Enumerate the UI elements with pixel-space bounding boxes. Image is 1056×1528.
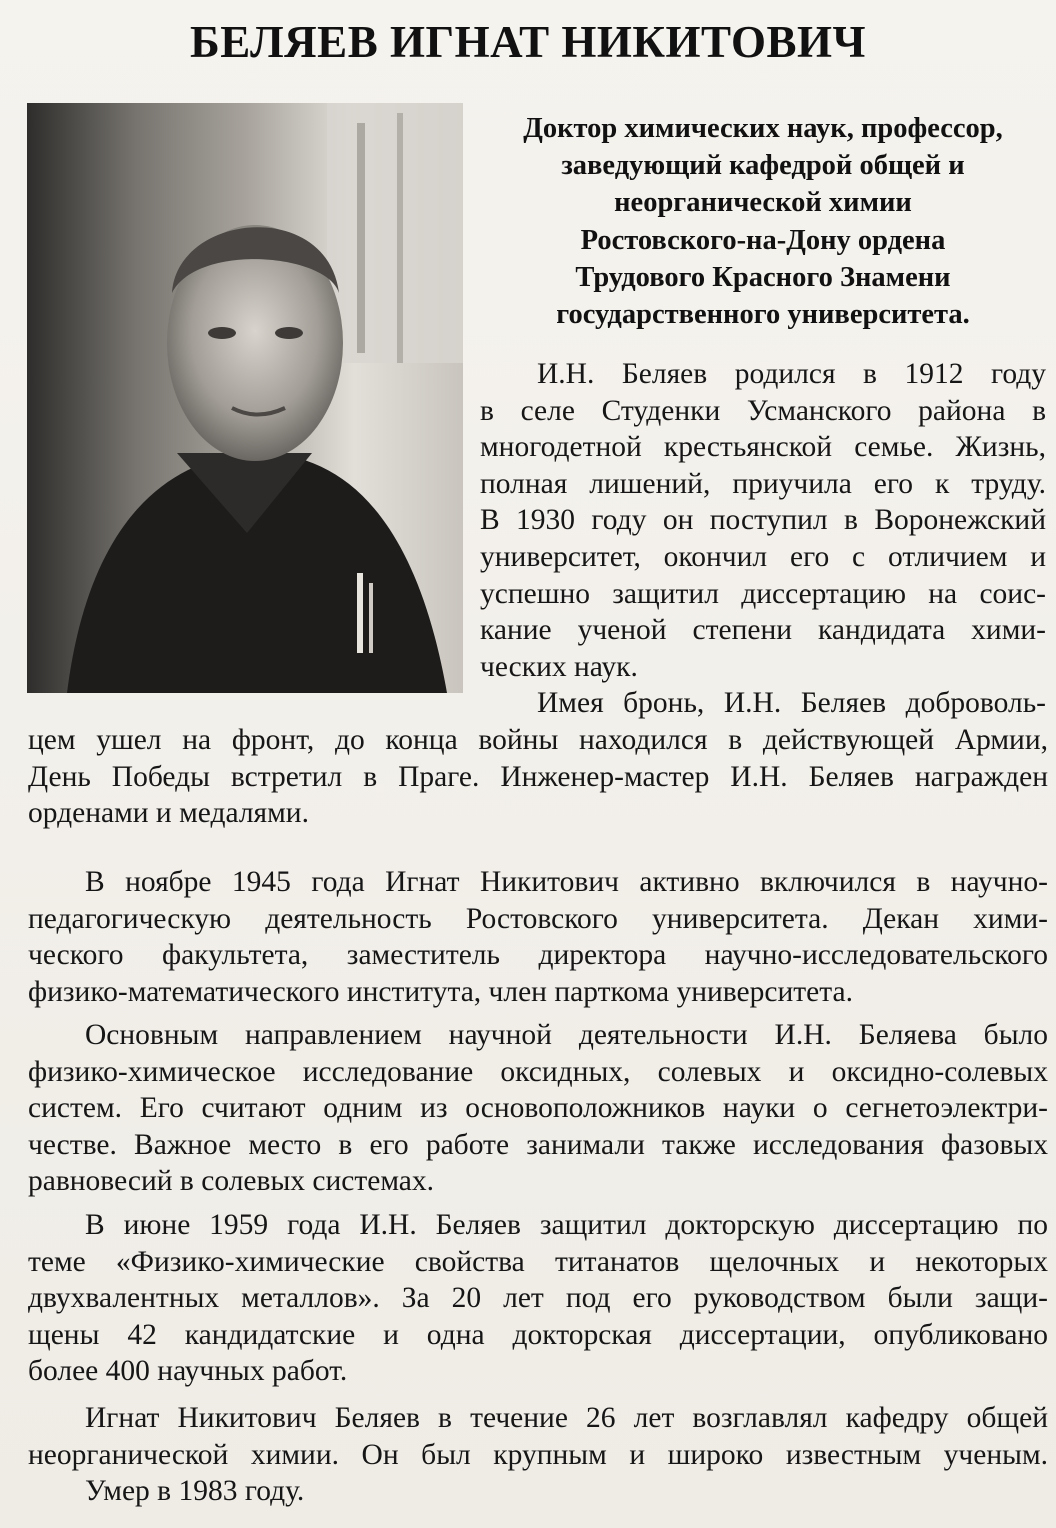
text-line: в селе Студенки Усманского района в xyxy=(480,394,1046,427)
text-line: Умер в 1983 году. xyxy=(85,1475,305,1508)
text-line: орденами и медалями. xyxy=(28,797,309,830)
text-line: равновесий в солевых системах. xyxy=(28,1165,435,1198)
credentials-line: неорганической химии xyxy=(614,187,912,219)
text-line: многодетной крестьянской семье. Жизнь, xyxy=(480,431,1046,464)
credentials-line: Трудового Красного Знамени xyxy=(575,261,951,293)
text-line: И.Н. Беляев родился в 1912 году xyxy=(537,358,1046,390)
text-line: цем ушел на фронт, до конца войны находился в действующей Армии, xyxy=(28,724,1048,756)
text-line: В ноябре 1945 года Игнат Никитович активно включился в научно- xyxy=(85,866,1048,898)
research-paragraph xyxy=(28,1017,1048,1200)
text-line: теме «Физико-химические свойства титанатов щелочных и некоторых xyxy=(28,1245,1048,1278)
text-line: ческих наук. xyxy=(480,650,638,683)
author-credentials xyxy=(480,110,1046,333)
text-line: День Победы встретил в Праге. Инженер-мастер И.Н. Беляев награжден xyxy=(28,760,1048,793)
text-line: педагогическую деятельность Ростовского университета. Декан хими- xyxy=(28,902,1048,935)
page-title: БЕЛЯЕВ ИГНАТ НИКИТОВИЧ xyxy=(189,17,867,67)
portrait-illustration xyxy=(27,103,463,693)
text-line: двухвалентных металлов». За 20 лет под его руководством были защи- xyxy=(28,1282,1048,1315)
text-line: неорганической химии. Он был крупным и широко известным ученым. xyxy=(28,1438,1048,1471)
credentials-line: Доктор химических наук, профессор, xyxy=(523,113,1003,144)
text-line: полная лишений, приучила его к труду. xyxy=(480,467,1046,500)
text-line: честве. Важное место в его работе занимали также исследования фазовых xyxy=(28,1128,1048,1161)
text-line: ческого факультета, заместитель директора научно-исследовательского xyxy=(28,939,1048,972)
war-paragraph xyxy=(28,722,1048,832)
text-line: кание ученой степени кандидата хими- xyxy=(480,614,1046,647)
credentials-line: государственного университета. xyxy=(556,299,970,331)
closing-paragraph xyxy=(28,1400,1048,1510)
text-line: В июне 1959 года И.Н. Беляев защитил докторскую диссертацию по xyxy=(85,1209,1048,1241)
career-paragraph xyxy=(28,864,1048,1010)
portrait-photo xyxy=(27,103,463,693)
credentials-line: заведующий кафедрой общей и xyxy=(561,150,965,182)
text-line: Игнат Никитович Беляев в течение 26 лет возглавлял кафедру общей xyxy=(85,1402,1048,1434)
text-line: Имея бронь, И.Н. Беляев доброволь- xyxy=(537,687,1046,720)
text-line: Основным направлением научной деятельности И.Н. Беляева было xyxy=(85,1019,1048,1051)
text-line: В 1930 году он поступил в Воронежский xyxy=(480,504,1046,537)
dissertation-paragraph xyxy=(28,1207,1048,1390)
text-line: физико-математического института, член парткома университета. xyxy=(28,975,853,1008)
text-line: физико-химическое исследование оксидных, солевых и оксидно-солевых xyxy=(28,1055,1048,1088)
bio-paragraph xyxy=(480,356,1046,722)
text-line: щены 42 кандидатские и одна докторская диссертации, опубликовано xyxy=(28,1318,1048,1351)
text-line: систем. Его считают одним из основоположников науки о сегнетоэлектри- xyxy=(28,1092,1048,1125)
text-line: успешно защитил диссертацию на соис- xyxy=(480,577,1046,610)
text-line: университет, окончил его с отличием и xyxy=(480,540,1046,573)
credentials-line: Ростовского-на-Дону ордена xyxy=(580,224,946,256)
text-line: более 400 научных работ. xyxy=(28,1355,348,1388)
